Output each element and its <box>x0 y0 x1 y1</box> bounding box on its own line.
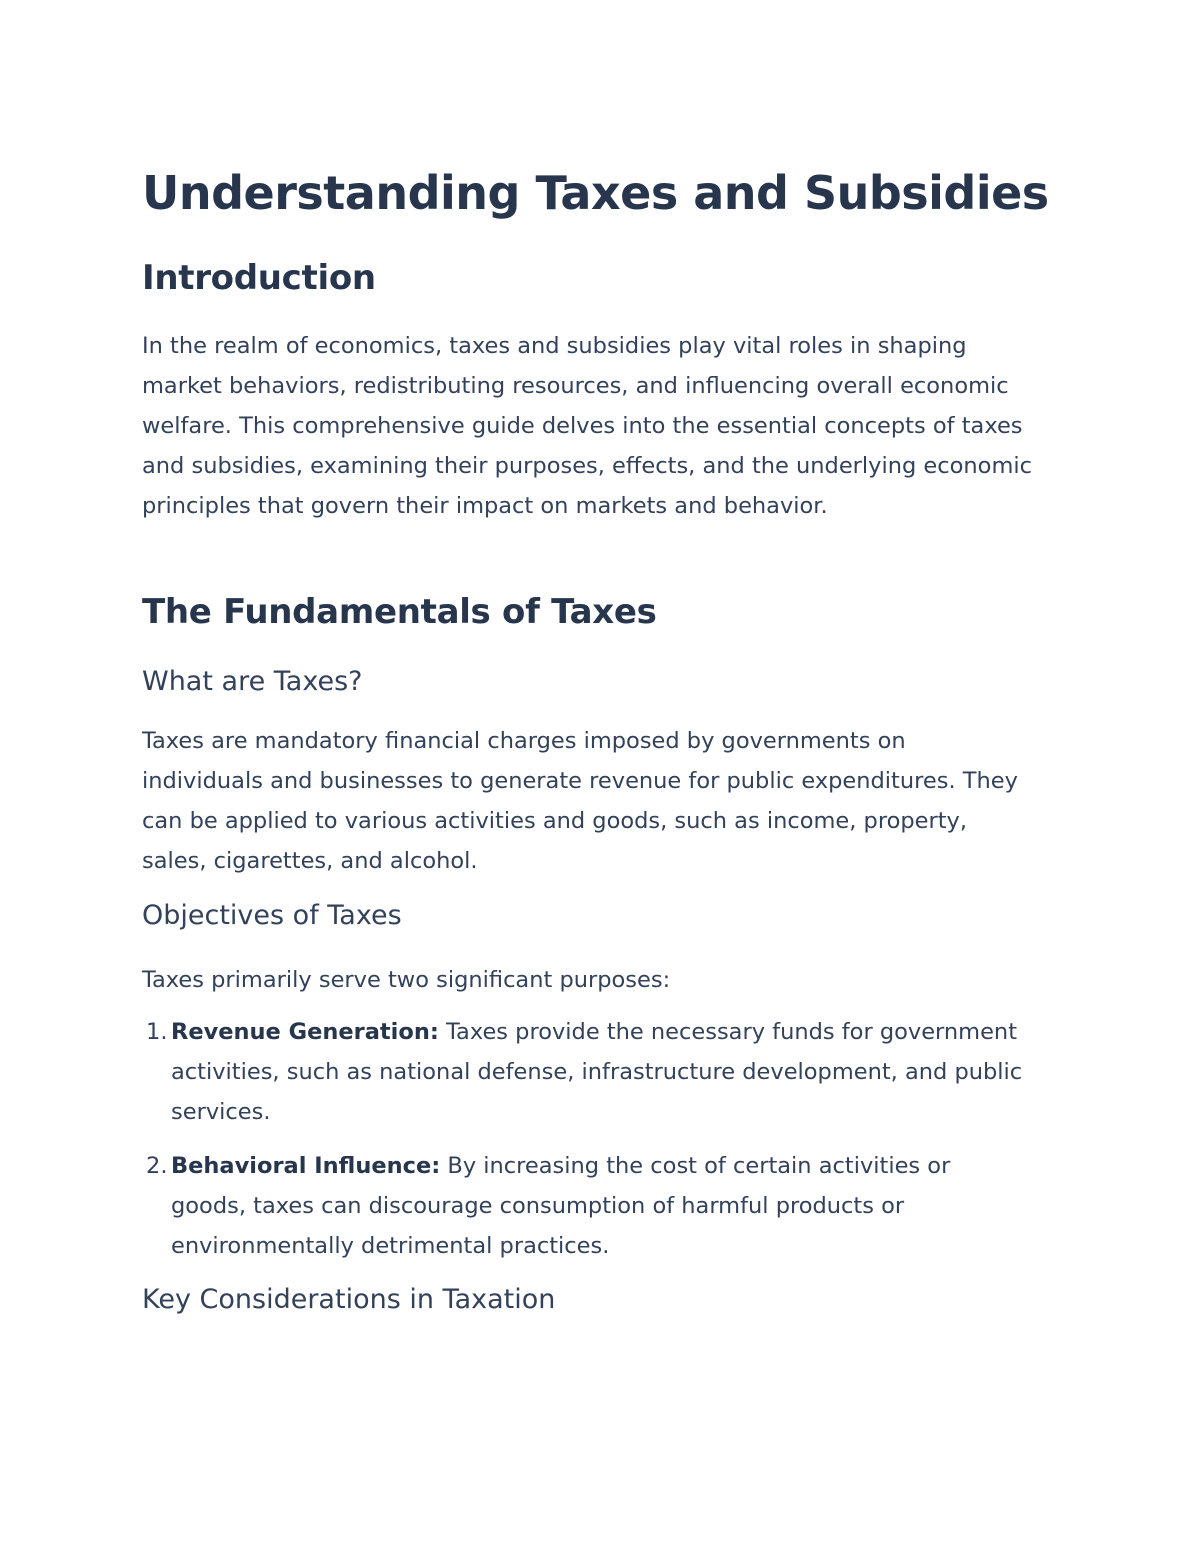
list-item <box>142 1012 1032 1132</box>
what-are-taxes-heading: What are Taxes? <box>142 666 363 697</box>
list-item <box>142 1146 1032 1266</box>
list-item-text: Taxes provide the necessary funds for government activities, such as national defense, infrastructure development, and public services. <box>171 1019 1023 1125</box>
introduction-paragraph: In the realm of economics, taxes and subsidies play vital roles in shaping market behaviors, redistributing resources, and influencing overall economic welfare. This comprehensive guide delves into the essential concepts of taxes and subsidies, examining their purposes, effects, and the underlying economic principles that govern their impact on markets and behavior. <box>142 333 1032 519</box>
list-item-number: 1. <box>146 1019 168 1045</box>
objectives-list <box>142 1012 1032 1280</box>
list-item-text: By increasing the cost of certain activities or goods, taxes can discourage consumption of harmful products or environmentally detrimental practices. <box>171 1153 951 1259</box>
list-item-number: 2. <box>146 1153 168 1179</box>
what-are-taxes-paragraph: Taxes are mandatory financial charges imposed by governments on individuals and businesses to generate revenue for public expenditures. They can be applied to various activities and goods, such as income, property, sales, cigarettes, and alcohol. <box>142 728 1018 874</box>
list-item-term: Behavioral Influence: <box>171 1153 441 1179</box>
objectives-heading: Objectives of Taxes <box>142 900 402 931</box>
fundamentals-heading: The Fundamentals of Taxes <box>142 592 657 632</box>
document-title: Understanding Taxes and Subsidies <box>142 166 1049 220</box>
key-considerations-heading: Key Considerations in Taxation <box>142 1284 556 1315</box>
objectives-intro: Taxes primarily serve two significant purposes: <box>142 967 671 993</box>
introduction-heading: Introduction <box>142 258 376 298</box>
list-item-term: Revenue Generation: <box>171 1019 439 1045</box>
